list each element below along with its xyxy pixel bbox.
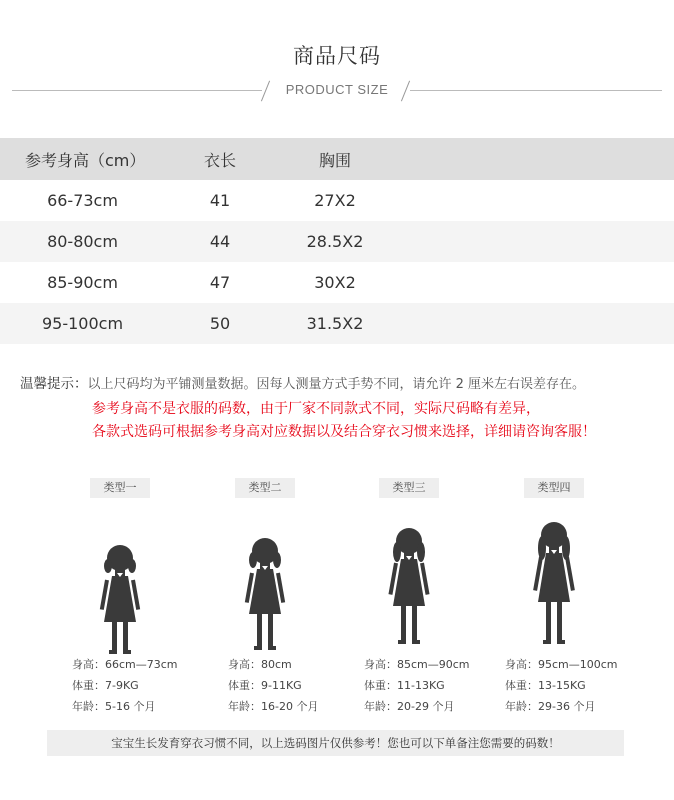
subtitle-divider bbox=[0, 80, 674, 102]
table-header-row bbox=[0, 138, 674, 180]
girl-silhouette-icon bbox=[524, 518, 584, 648]
girl-silhouette-icon bbox=[90, 540, 150, 660]
weight-text: 体重：7-9KG bbox=[72, 679, 139, 692]
type-label: 类型二 bbox=[235, 478, 295, 498]
type-info-1 bbox=[72, 654, 178, 717]
table-cell: 31.5X2 bbox=[306, 314, 364, 333]
age-text: 年龄：20-29 个月 bbox=[364, 700, 455, 713]
size-table bbox=[0, 138, 674, 344]
type-label: 类型一 bbox=[90, 478, 150, 498]
warning-line-1: 参考身高不是衣服的码数，由于厂家不同款式不同，实际尺码略有差异， bbox=[92, 401, 540, 417]
table-cell: 80-80cm bbox=[47, 232, 118, 251]
type-info-3 bbox=[364, 654, 470, 717]
column-header-height: 参考身高（cm） bbox=[25, 150, 146, 170]
table-cell: 47 bbox=[209, 273, 231, 292]
girl-silhouette-icon bbox=[235, 534, 295, 654]
height-text: 身高：80cm bbox=[228, 658, 292, 671]
type-label: 类型三 bbox=[379, 478, 439, 498]
tip-label: 温馨提示： bbox=[20, 376, 88, 392]
height-text: 身高：85cm—90cm bbox=[364, 658, 470, 671]
table-cell: 28.5X2 bbox=[306, 232, 364, 251]
column-header-length: 衣长 bbox=[203, 150, 236, 170]
page-title: 商品尺码 bbox=[293, 44, 381, 68]
age-text: 年龄：16-20 个月 bbox=[228, 700, 319, 713]
age-text: 年龄：5-16 个月 bbox=[72, 700, 156, 713]
height-text: 身高：95cm—100cm bbox=[505, 658, 618, 671]
height-text: 身高：66cm—73cm bbox=[72, 658, 178, 671]
page-subtitle: PRODUCT SIZE bbox=[285, 82, 389, 97]
column-header-chest: 胸围 bbox=[318, 150, 351, 170]
table-cell: 50 bbox=[209, 314, 231, 333]
type-card-3 bbox=[334, 478, 484, 649]
weight-text: 体重：13-15KG bbox=[505, 679, 586, 692]
weight-text: 体重：11-13KG bbox=[364, 679, 445, 692]
warning-line-2: 各款式选码可根据参考身高对应数据以及结合穿衣习惯来选择，详细请咨询客服！ bbox=[92, 424, 596, 440]
table-cell: 41 bbox=[209, 191, 231, 210]
table-cell: 30X2 bbox=[314, 273, 356, 292]
age-text: 年龄：29-36 个月 bbox=[505, 700, 596, 713]
divider-line-right bbox=[410, 90, 662, 91]
weight-text: 体重：9-11KG bbox=[228, 679, 302, 692]
table-cell: 66-73cm bbox=[47, 191, 118, 210]
table-row bbox=[0, 303, 674, 344]
table-row bbox=[0, 221, 674, 262]
table-cell: 27X2 bbox=[314, 191, 356, 210]
type-card-4 bbox=[479, 478, 629, 648]
table-row bbox=[0, 180, 674, 221]
bottom-note: 宝宝生长发育穿衣习惯不同，以上选码图片仅供参考！您也可以下单备注您需要的码数！ bbox=[47, 730, 624, 756]
table-cell: 44 bbox=[209, 232, 231, 251]
type-card-2 bbox=[190, 478, 340, 654]
table-cell: 85-90cm bbox=[47, 273, 118, 292]
table-row bbox=[0, 262, 674, 303]
type-info-2 bbox=[228, 654, 318, 717]
tip-text: 以上尺码均为平铺测量数据。因每人测量方式手势不同，请允许 2 厘米左右误差存在。 bbox=[87, 377, 586, 392]
type-card-1 bbox=[45, 478, 195, 660]
table-cell: 95-100cm bbox=[41, 314, 124, 333]
girl-silhouette-icon bbox=[379, 524, 439, 649]
measurement-tip bbox=[20, 372, 670, 392]
type-label: 类型四 bbox=[524, 478, 584, 498]
type-info-4 bbox=[505, 654, 618, 717]
